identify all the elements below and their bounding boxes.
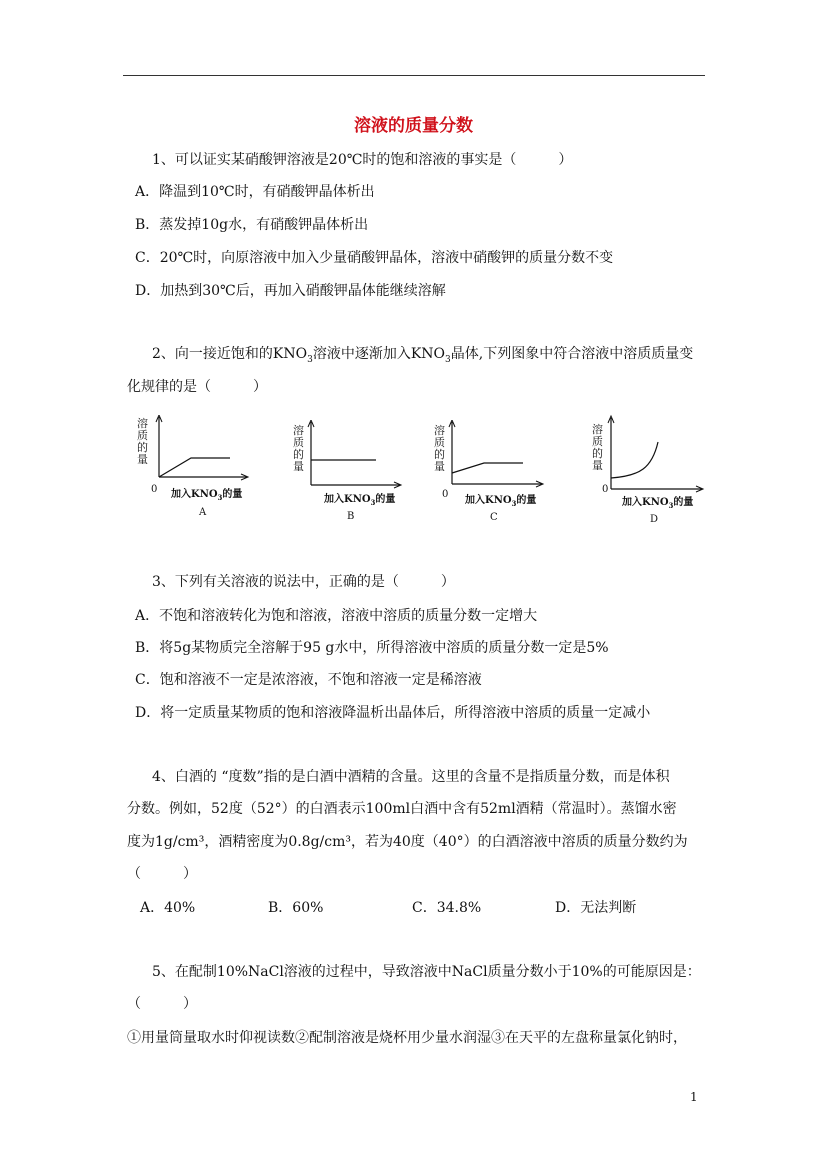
q1-option-c: C．20℃时，向原溶液中加入少量硝酸钾晶体，溶液中硝酸钾的质量分数不变 xyxy=(135,250,614,266)
chart-d-ylabel-1: 溶 xyxy=(592,423,603,436)
page-title: 溶液的质量分数 xyxy=(354,116,473,136)
q5-line3: ①用量筒量取水时仰视读数②配制溶液是烧杯用少量水润湿③在天平的左盘称量氯化钠时， xyxy=(127,1030,687,1046)
q3-option-b: B．将5g某物质完全溶解于95 g水中，所得溶液中溶质的质量分数一定是5% xyxy=(135,640,609,656)
chart-d-ylabel-4: 量 xyxy=(592,459,603,472)
chart-d-curve xyxy=(611,442,658,478)
chart-a-caption: A xyxy=(199,507,207,518)
q1-option-a: A．降温到10℃时，有硝酸钾晶体析出 xyxy=(135,184,375,200)
q1-option-d: D．加热到30℃后，再加入硝酸钾晶体能继续溶解 xyxy=(135,283,446,299)
q4-option-b: B．60% xyxy=(268,900,324,916)
q4-line3: 度为1g/cm³，酒精密度为0.8g/cm³，若为40度（40°）的白酒溶液中溶质的质量分数约为 xyxy=(127,834,688,850)
q4-line4: （ ） xyxy=(127,866,197,882)
chart-a-xlabel: 加入$KNO_3$的量 xyxy=(171,489,243,502)
q2-stem-line2: 化规律的是（ ） xyxy=(127,379,267,395)
chart-a-origin: 0 xyxy=(151,484,158,495)
chart-b-ylabel-4: 量 xyxy=(293,460,304,473)
chart-a-ylabel-3: 的 xyxy=(137,441,148,454)
chart-b-ylabel-2: 质 xyxy=(293,436,304,449)
chart-a-ylabel-2: 质 xyxy=(137,429,148,442)
chart-c-ylabel-3: 的 xyxy=(434,448,445,461)
q5-line2: （ ） xyxy=(127,996,197,1012)
chart-c-ylabel-2: 质 xyxy=(434,436,445,449)
chart-c-ylabel-1: 溶 xyxy=(434,424,445,437)
chart-c-origin: 0 xyxy=(442,489,449,500)
q5-line1: 5、在配制10%NaCl溶液的过程中，导致溶液中NaCl质量分数小于10%的可能原因是： xyxy=(152,964,701,980)
q3-option-d: D．将一定质量某物质的饱和溶液降温析出晶体后，所得溶液中溶质的质量一定减小 xyxy=(135,705,651,721)
chart-d-ylabel-3: 的 xyxy=(592,447,603,460)
q4-option-a: A．40% xyxy=(140,900,196,916)
chart-a xyxy=(135,415,265,520)
q4-line1: 4、白酒的 “度数”指的是白酒中酒精的含量。这里的含量不是指质量分数，而是体积 xyxy=(152,769,670,785)
chart-b-ylabel-3: 的 xyxy=(293,448,304,461)
chart-c xyxy=(432,420,562,525)
chart-b-caption: B xyxy=(347,511,355,522)
header-rule xyxy=(123,75,705,76)
chart-c-ylabel-4: 量 xyxy=(434,460,445,473)
chart-c-xlabel: 加入$KNO_3$的量 xyxy=(465,495,537,508)
chart-b-xlabel: 加入$KNO_3$的量 xyxy=(324,494,396,507)
q1-stem: 1、可以证实某硝酸钾溶液是20℃时的饱和溶液的事实是（ ） xyxy=(152,152,573,168)
chart-d-origin: 0 xyxy=(602,484,609,495)
q3-option-c: C．饱和溶液不一定是浓溶液，不饱和溶液一定是稀溶液 xyxy=(135,672,482,688)
chart-b xyxy=(290,420,420,525)
chart-b-ylabel-1: 溶 xyxy=(293,424,304,437)
q3-stem: 3、下列有关溶液的说法中，正确的是（ ） xyxy=(152,574,455,590)
q2-stem-line1: 2、向一接近饱和的$KNO_3$溶液中逐渐加入$KNO_3$晶体,下列图象中符合溶液中溶质质量变 xyxy=(152,346,694,365)
chart-c-caption: C xyxy=(490,512,498,523)
q3-option-a: A．不饱和溶液转化为饱和溶液，溶液中溶质的质量分数一定增大 xyxy=(135,608,538,624)
chart-d-caption: D xyxy=(650,514,659,525)
chart-d-xlabel: 加入$KNO_3$的量 xyxy=(622,497,694,510)
q4-option-c: C．34.8% xyxy=(412,900,482,916)
page-number: 1 xyxy=(690,1090,698,1104)
chart-a-ylabel-4: 量 xyxy=(137,453,148,466)
q1-option-b: B．蒸发掉10g水，有硝酸钾晶体析出 xyxy=(135,217,369,233)
chart-c-curve xyxy=(452,463,523,473)
chart-d xyxy=(590,412,720,527)
chart-d-ylabel-2: 质 xyxy=(592,435,603,448)
chart-a-ylabel-1: 溶 xyxy=(137,417,148,430)
q4-line2: 分数。例如，52度（52°）的白酒表示100ml白酒中含有52ml酒精（常温时）。蒸馏水密 xyxy=(127,801,677,817)
chart-a-curve xyxy=(159,458,230,477)
q4-option-d: D．无法判断 xyxy=(555,900,637,916)
